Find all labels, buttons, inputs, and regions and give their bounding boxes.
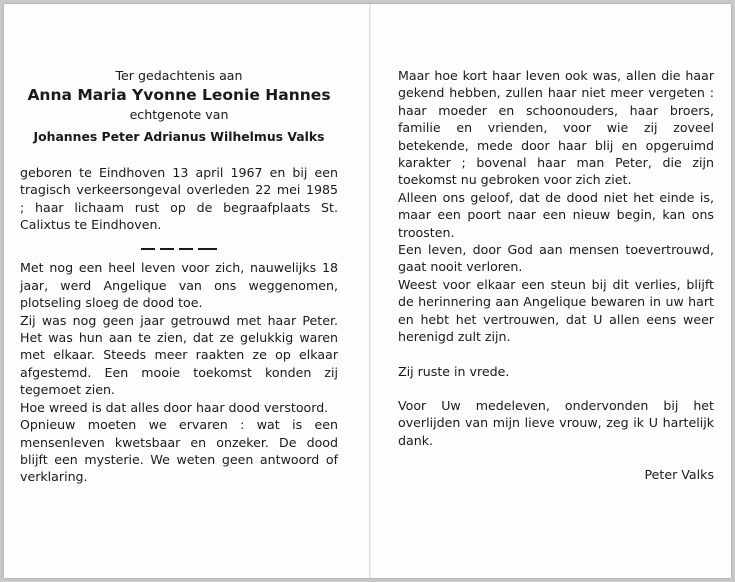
spouse-name: Johannes Peter Adrianus Wilhelmus Valks bbox=[33, 128, 325, 144]
relation-text: echtgenote van bbox=[129, 107, 229, 123]
dash-divider bbox=[141, 243, 217, 253]
thanks-text: Voor Uw medeleven, ondervonden bij het overlijden van mijn lieve vrouw, zeg ik U hartelijk dank. bbox=[398, 397, 714, 448]
right-page bbox=[398, 67, 714, 484]
card-fold bbox=[369, 4, 371, 578]
right-paragraphs bbox=[398, 67, 714, 346]
intro-text: Ter gedachtenis aan bbox=[115, 68, 243, 83]
paragraph: Alleen ons geloof, dat de dood niet het einde is, maar een poort naar een nieuw begin, kan ons troosten. bbox=[398, 189, 714, 240]
left-paragraphs bbox=[20, 259, 338, 485]
paragraph: Met nog een heel leven voor zich, nauwelijks 18 jaar, werd Angelique van ons weggenomen, plotseling sloeg de dood toe. bbox=[20, 260, 338, 311]
paragraph: Hoe wreed is dat alles door haar dood verstoord. bbox=[20, 399, 329, 415]
memorial-card bbox=[4, 4, 731, 578]
left-page bbox=[20, 67, 338, 486]
paragraph: Opnieuw moeten we ervaren : wat is een mensenleven kwetsbaar en onzeker. De dood blijft een mysterie. We weten geen antwoord of verklaring. bbox=[20, 417, 338, 485]
deceased-name: Anna Maria Yvonne Leonie Hannes bbox=[27, 86, 331, 105]
paragraph: Maar hoe kort haar leven ook was, allen die haar gekend hebben, zullen haar niet meer vergeten : haar moeder en schoonouders, haar broers, familie en vrienden, voor wie zij zoveel betekende, mede door haar blij en opgeruimd karakter ; bovenal haar man Peter, die zijn toekomst nu gebroken voor zich ziet. bbox=[398, 68, 714, 188]
paragraph: Zij was nog geen jaar getrouwd met haar Peter. Het was hun aan te zien, dat ze gelukkig waren met elkaar. Steeds meer raakten ze op elkaar afgestemd. Een mooie toekomst konden zij tegemoet zien. bbox=[20, 312, 338, 398]
birth-death-text: geboren te Eindhoven 13 april 1967 en bij een tragisch verkeersongeval overleden 22 mei 1985 ; haar lichaam rust op de begraafplaats St. Calixtus te Eindhoven. bbox=[20, 164, 338, 233]
signature: Peter Valks bbox=[644, 467, 714, 483]
rest-in-peace: Zij ruste in vrede. bbox=[398, 363, 510, 379]
paragraph: Weest voor elkaar een steun bij dit verlies, blijft de herinnering aan Angelique bewaren in uw hart en hebt het vertrouwen, dat U allen eens weer herenigd zult zijn. bbox=[398, 276, 714, 345]
paragraph: Een leven, door God aan mensen toevertrouwd, gaat nooit verloren. bbox=[398, 242, 714, 275]
